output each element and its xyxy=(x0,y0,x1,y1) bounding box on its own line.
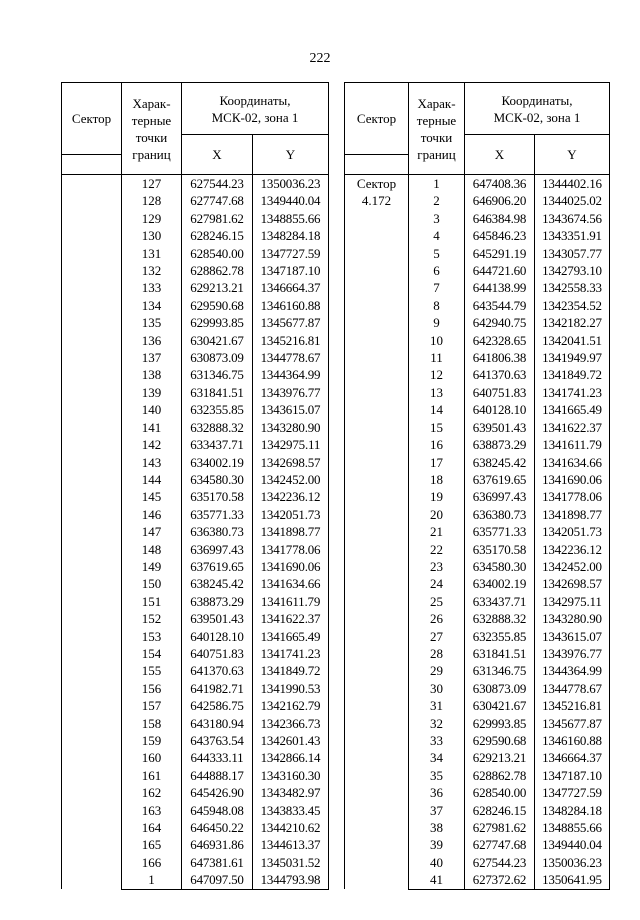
point-number-cell: 154 xyxy=(122,645,182,662)
x-coordinate-cell: 628540.00 xyxy=(182,245,253,262)
point-number-cell: 156 xyxy=(122,680,182,697)
x-coordinate-cell: 643544.79 xyxy=(465,297,535,314)
x-coordinate-cell: 630873.09 xyxy=(465,680,535,697)
point-number-cell: 140 xyxy=(122,401,182,418)
header-sector-spacer xyxy=(62,155,122,175)
point-number-cell: 39 xyxy=(409,836,465,853)
point-number-cell: 36 xyxy=(409,784,465,801)
sector-cell xyxy=(345,175,409,890)
header-sector-spacer xyxy=(345,155,409,175)
x-coordinate-cell: 638245.42 xyxy=(182,575,253,592)
y-coordinate-cell: 1342452.00 xyxy=(253,471,329,488)
y-coordinate-cell: 1347187.10 xyxy=(253,262,329,279)
y-coordinate-cell: 1341634.66 xyxy=(535,454,610,471)
x-coordinate-cell: 647097.50 xyxy=(182,871,253,889)
point-number-cell: 2 xyxy=(409,192,465,209)
x-coordinate-cell: 634002.19 xyxy=(465,575,535,592)
x-coordinate-cell: 644721.60 xyxy=(465,262,535,279)
point-number-cell: 128 xyxy=(122,192,182,209)
x-coordinate-cell: 646931.86 xyxy=(182,836,253,853)
point-number-cell: 3 xyxy=(409,210,465,227)
x-coordinate-cell: 634002.19 xyxy=(182,454,253,471)
point-number-cell: 27 xyxy=(409,628,465,645)
x-coordinate-cell: 629590.68 xyxy=(182,297,253,314)
x-coordinate-cell: 641370.63 xyxy=(182,662,253,679)
point-number-cell: 147 xyxy=(122,523,182,540)
point-number-cell: 26 xyxy=(409,610,465,627)
x-coordinate-cell: 630421.67 xyxy=(182,332,253,349)
point-number-cell: 5 xyxy=(409,245,465,262)
y-coordinate-cell: 1342236.12 xyxy=(253,488,329,505)
y-coordinate-cell: 1343976.77 xyxy=(253,384,329,401)
point-number-cell: 157 xyxy=(122,697,182,714)
y-coordinate-cell: 1342975.11 xyxy=(535,593,610,610)
x-coordinate-cell: 635170.58 xyxy=(182,488,253,505)
x-coordinate-cell: 631346.75 xyxy=(465,662,535,679)
point-number-cell: 17 xyxy=(409,454,465,471)
y-coordinate-cell: 1341634.66 xyxy=(253,575,329,592)
y-coordinate-cell: 1344025.02 xyxy=(535,192,610,209)
point-number-cell: 143 xyxy=(122,454,182,471)
point-number-cell: 22 xyxy=(409,541,465,558)
x-coordinate-cell: 630421.67 xyxy=(465,697,535,714)
point-number-cell: 1 xyxy=(409,175,465,193)
x-coordinate-cell: 629213.21 xyxy=(182,279,253,296)
y-coordinate-cell: 1343057.77 xyxy=(535,245,610,262)
x-coordinate-cell: 644138.99 xyxy=(465,279,535,296)
point-number-cell: 134 xyxy=(122,297,182,314)
x-coordinate-cell: 627981.62 xyxy=(465,819,535,836)
x-coordinate-cell: 636380.73 xyxy=(465,506,535,523)
y-coordinate-cell: 1348855.66 xyxy=(253,210,329,227)
point-number-cell: 4 xyxy=(409,227,465,244)
point-number-cell: 129 xyxy=(122,210,182,227)
y-coordinate-cell: 1343160.30 xyxy=(253,767,329,784)
y-coordinate-cell: 1341741.23 xyxy=(253,645,329,662)
header-x: X xyxy=(465,135,535,175)
y-coordinate-cell: 1341665.49 xyxy=(535,401,610,418)
point-number-cell: 135 xyxy=(122,314,182,331)
point-number-cell: 141 xyxy=(122,419,182,436)
coordinates-table-left xyxy=(61,82,329,890)
point-number-cell: 37 xyxy=(409,802,465,819)
x-coordinate-cell: 627544.23 xyxy=(182,175,253,193)
x-coordinate-cell: 628246.15 xyxy=(182,227,253,244)
x-coordinate-cell: 637619.65 xyxy=(465,471,535,488)
point-number-cell: 32 xyxy=(409,715,465,732)
point-number-cell: 152 xyxy=(122,610,182,627)
header-x: X xyxy=(182,135,253,175)
point-number-cell: 164 xyxy=(122,819,182,836)
y-coordinate-cell: 1344778.67 xyxy=(535,680,610,697)
point-number-cell: 28 xyxy=(409,645,465,662)
header-coordinates: Координаты, МСК-02, зона 1 xyxy=(465,83,610,135)
x-coordinate-cell: 646906.20 xyxy=(465,192,535,209)
point-number-cell: 33 xyxy=(409,732,465,749)
x-coordinate-cell: 647381.61 xyxy=(182,854,253,871)
y-coordinate-cell: 1341849.72 xyxy=(535,366,610,383)
point-number-cell: 10 xyxy=(409,332,465,349)
x-coordinate-cell: 642940.75 xyxy=(465,314,535,331)
x-coordinate-cell: 628862.78 xyxy=(465,767,535,784)
x-coordinate-cell: 632888.32 xyxy=(465,610,535,627)
point-number-cell: 158 xyxy=(122,715,182,732)
x-coordinate-cell: 639501.43 xyxy=(182,610,253,627)
y-coordinate-cell: 1343615.07 xyxy=(535,628,610,645)
x-coordinate-cell: 646384.98 xyxy=(465,210,535,227)
y-coordinate-cell: 1342041.51 xyxy=(535,332,610,349)
y-coordinate-cell: 1346160.88 xyxy=(253,297,329,314)
y-coordinate-cell: 1344402.16 xyxy=(535,175,610,193)
point-number-cell: 6 xyxy=(409,262,465,279)
x-coordinate-cell: 647408.36 xyxy=(465,175,535,193)
point-number-cell: 165 xyxy=(122,836,182,853)
x-coordinate-cell: 636380.73 xyxy=(182,523,253,540)
y-coordinate-cell: 1344210.62 xyxy=(253,819,329,836)
y-coordinate-cell: 1347727.59 xyxy=(253,245,329,262)
y-coordinate-cell: 1342698.57 xyxy=(253,454,329,471)
x-coordinate-cell: 629590.68 xyxy=(465,732,535,749)
x-coordinate-cell: 640128.10 xyxy=(465,401,535,418)
y-coordinate-cell: 1346664.37 xyxy=(535,749,610,766)
y-coordinate-cell: 1341622.37 xyxy=(253,610,329,627)
point-number-cell: 29 xyxy=(409,662,465,679)
point-number-cell: 159 xyxy=(122,732,182,749)
point-number-cell: 25 xyxy=(409,593,465,610)
x-coordinate-cell: 636997.43 xyxy=(182,541,253,558)
y-coordinate-cell: 1341898.77 xyxy=(535,506,610,523)
x-coordinate-cell: 636997.43 xyxy=(465,488,535,505)
y-coordinate-cell: 1342975.11 xyxy=(253,436,329,453)
y-coordinate-cell: 1341741.23 xyxy=(535,384,610,401)
point-number-cell: 130 xyxy=(122,227,182,244)
x-coordinate-cell: 634580.30 xyxy=(182,471,253,488)
y-coordinate-cell: 1342601.43 xyxy=(253,732,329,749)
header-sector: Сектор xyxy=(345,83,409,155)
y-coordinate-cell: 1342182.27 xyxy=(535,314,610,331)
y-coordinate-cell: 1342558.33 xyxy=(535,279,610,296)
x-coordinate-cell: 643763.54 xyxy=(182,732,253,749)
point-number-cell: 16 xyxy=(409,436,465,453)
y-coordinate-cell: 1343833.45 xyxy=(253,802,329,819)
point-number-cell: 35 xyxy=(409,767,465,784)
header-boundary-points: Харак- терные точки границ xyxy=(122,83,182,175)
x-coordinate-cell: 627981.62 xyxy=(182,210,253,227)
y-coordinate-cell: 1341849.72 xyxy=(253,662,329,679)
x-coordinate-cell: 629993.85 xyxy=(182,314,253,331)
y-coordinate-cell: 1342366.73 xyxy=(253,715,329,732)
header-coordinates: Координаты, МСК-02, зона 1 xyxy=(182,83,329,135)
header-sector: Сектор xyxy=(62,83,122,155)
y-coordinate-cell: 1342236.12 xyxy=(535,541,610,558)
y-coordinate-cell: 1345031.52 xyxy=(253,854,329,871)
x-coordinate-cell: 645291.19 xyxy=(465,245,535,262)
point-number-cell: 136 xyxy=(122,332,182,349)
x-coordinate-cell: 634580.30 xyxy=(465,558,535,575)
x-coordinate-cell: 646450.22 xyxy=(182,819,253,836)
y-coordinate-cell: 1344364.99 xyxy=(535,662,610,679)
header-boundary-points: Харак- терные точки границ xyxy=(409,83,465,175)
y-coordinate-cell: 1349440.04 xyxy=(535,836,610,853)
point-number-cell: 149 xyxy=(122,558,182,575)
x-coordinate-cell: 631841.51 xyxy=(465,645,535,662)
point-number-cell: 150 xyxy=(122,575,182,592)
y-coordinate-cell: 1341990.53 xyxy=(253,680,329,697)
y-coordinate-cell: 1341665.49 xyxy=(253,628,329,645)
point-number-cell: 139 xyxy=(122,384,182,401)
x-coordinate-cell: 633437.71 xyxy=(182,436,253,453)
y-coordinate-cell: 1348284.18 xyxy=(253,227,329,244)
point-number-cell: 13 xyxy=(409,384,465,401)
point-number-cell: 132 xyxy=(122,262,182,279)
header-y: Y xyxy=(253,135,329,175)
y-coordinate-cell: 1343976.77 xyxy=(535,645,610,662)
point-number-cell: 9 xyxy=(409,314,465,331)
point-number-cell: 162 xyxy=(122,784,182,801)
x-coordinate-cell: 628246.15 xyxy=(465,802,535,819)
y-coordinate-cell: 1349440.04 xyxy=(253,192,329,209)
point-number-cell: 40 xyxy=(409,854,465,871)
x-coordinate-cell: 631841.51 xyxy=(182,384,253,401)
x-coordinate-cell: 641982.71 xyxy=(182,680,253,697)
point-number-cell: 30 xyxy=(409,680,465,697)
point-number-cell: 23 xyxy=(409,558,465,575)
x-coordinate-cell: 641370.63 xyxy=(465,366,535,383)
point-number-cell: 38 xyxy=(409,819,465,836)
x-coordinate-cell: 627747.68 xyxy=(182,192,253,209)
x-coordinate-cell: 644333.11 xyxy=(182,749,253,766)
y-coordinate-cell: 1342452.00 xyxy=(535,558,610,575)
x-coordinate-cell: 627747.68 xyxy=(465,836,535,853)
y-coordinate-cell: 1343280.90 xyxy=(253,419,329,436)
x-coordinate-cell: 633437.71 xyxy=(465,593,535,610)
x-coordinate-cell: 638873.29 xyxy=(465,436,535,453)
x-coordinate-cell: 643180.94 xyxy=(182,715,253,732)
page-number: 222 xyxy=(309,51,331,66)
y-coordinate-cell: 1343482.97 xyxy=(253,784,329,801)
x-coordinate-cell: 631346.75 xyxy=(182,366,253,383)
y-coordinate-cell: 1342698.57 xyxy=(535,575,610,592)
point-number-cell: 15 xyxy=(409,419,465,436)
point-number-cell: 12 xyxy=(409,366,465,383)
x-coordinate-cell: 628540.00 xyxy=(465,784,535,801)
x-coordinate-cell: 640128.10 xyxy=(182,628,253,645)
point-number-cell: 160 xyxy=(122,749,182,766)
x-coordinate-cell: 628862.78 xyxy=(182,262,253,279)
table-row xyxy=(62,175,329,193)
y-coordinate-cell: 1341690.06 xyxy=(253,558,329,575)
point-number-cell: 21 xyxy=(409,523,465,540)
y-coordinate-cell: 1345216.81 xyxy=(253,332,329,349)
point-number-cell: 163 xyxy=(122,802,182,819)
y-coordinate-cell: 1343351.91 xyxy=(535,227,610,244)
y-coordinate-cell: 1343674.56 xyxy=(535,210,610,227)
point-number-cell: 144 xyxy=(122,471,182,488)
y-coordinate-cell: 1345677.87 xyxy=(253,314,329,331)
x-coordinate-cell: 629213.21 xyxy=(465,749,535,766)
y-coordinate-cell: 1347727.59 xyxy=(535,784,610,801)
point-number-cell: 145 xyxy=(122,488,182,505)
point-number-cell: 14 xyxy=(409,401,465,418)
y-coordinate-cell: 1343615.07 xyxy=(253,401,329,418)
point-number-cell: 8 xyxy=(409,297,465,314)
point-number-cell: 131 xyxy=(122,245,182,262)
y-coordinate-cell: 1345216.81 xyxy=(535,697,610,714)
x-coordinate-cell: 645846.23 xyxy=(465,227,535,244)
x-coordinate-cell: 635771.33 xyxy=(465,523,535,540)
y-coordinate-cell: 1344613.37 xyxy=(253,836,329,853)
y-coordinate-cell: 1342051.73 xyxy=(535,523,610,540)
y-coordinate-cell: 1350641.95 xyxy=(535,871,610,889)
point-number-cell: 11 xyxy=(409,349,465,366)
point-number-cell: 161 xyxy=(122,767,182,784)
x-coordinate-cell: 635771.33 xyxy=(182,506,253,523)
header-y: Y xyxy=(535,135,610,175)
y-coordinate-cell: 1348284.18 xyxy=(535,802,610,819)
x-coordinate-cell: 644888.17 xyxy=(182,767,253,784)
x-coordinate-cell: 640751.83 xyxy=(465,384,535,401)
point-number-cell: 24 xyxy=(409,575,465,592)
y-coordinate-cell: 1346664.37 xyxy=(253,279,329,296)
y-coordinate-cell: 1342162.79 xyxy=(253,697,329,714)
point-number-cell: 137 xyxy=(122,349,182,366)
y-coordinate-cell: 1341622.37 xyxy=(535,419,610,436)
table-row xyxy=(345,175,610,193)
x-coordinate-cell: 627372.62 xyxy=(465,871,535,889)
point-number-cell: 133 xyxy=(122,279,182,296)
point-number-cell: 34 xyxy=(409,749,465,766)
point-number-cell: 151 xyxy=(122,593,182,610)
y-coordinate-cell: 1344793.98 xyxy=(253,871,329,889)
sector-cell xyxy=(62,175,122,890)
x-coordinate-cell: 638245.42 xyxy=(465,454,535,471)
point-number-cell: 20 xyxy=(409,506,465,523)
x-coordinate-cell: 640751.83 xyxy=(182,645,253,662)
sector-label: Сектор xyxy=(356,176,397,191)
x-coordinate-cell: 645426.90 xyxy=(182,784,253,801)
x-coordinate-cell: 635170.58 xyxy=(465,541,535,558)
x-coordinate-cell: 641806.38 xyxy=(465,349,535,366)
point-number-cell: 41 xyxy=(409,871,465,889)
y-coordinate-cell: 1342051.73 xyxy=(253,506,329,523)
x-coordinate-cell: 639501.43 xyxy=(465,419,535,436)
point-number-cell: 19 xyxy=(409,488,465,505)
point-number-cell: 146 xyxy=(122,506,182,523)
y-coordinate-cell: 1341611.79 xyxy=(535,436,610,453)
y-coordinate-cell: 1342354.52 xyxy=(535,297,610,314)
y-coordinate-cell: 1344778.67 xyxy=(253,349,329,366)
y-coordinate-cell: 1341949.97 xyxy=(535,349,610,366)
point-number-cell: 166 xyxy=(122,854,182,871)
x-coordinate-cell: 642328.65 xyxy=(465,332,535,349)
x-coordinate-cell: 632355.85 xyxy=(182,401,253,418)
x-coordinate-cell: 627544.23 xyxy=(465,854,535,871)
point-number-cell: 138 xyxy=(122,366,182,383)
y-coordinate-cell: 1342866.14 xyxy=(253,749,329,766)
y-coordinate-cell: 1346160.88 xyxy=(535,732,610,749)
point-number-cell: 148 xyxy=(122,541,182,558)
x-coordinate-cell: 637619.65 xyxy=(182,558,253,575)
y-coordinate-cell: 1341778.06 xyxy=(535,488,610,505)
coordinates-table-right xyxy=(344,82,610,890)
point-number-cell: 1 xyxy=(122,871,182,889)
x-coordinate-cell: 632888.32 xyxy=(182,419,253,436)
y-coordinate-cell: 1343280.90 xyxy=(535,610,610,627)
y-coordinate-cell: 1347187.10 xyxy=(535,767,610,784)
x-coordinate-cell: 645948.08 xyxy=(182,802,253,819)
y-coordinate-cell: 1341898.77 xyxy=(253,523,329,540)
point-number-cell: 155 xyxy=(122,662,182,679)
x-coordinate-cell: 638873.29 xyxy=(182,593,253,610)
y-coordinate-cell: 1341611.79 xyxy=(253,593,329,610)
x-coordinate-cell: 642586.75 xyxy=(182,697,253,714)
y-coordinate-cell: 1341778.06 xyxy=(253,541,329,558)
point-number-cell: 127 xyxy=(122,175,182,193)
x-coordinate-cell: 629993.85 xyxy=(465,715,535,732)
y-coordinate-cell: 1341690.06 xyxy=(535,471,610,488)
y-coordinate-cell: 1348855.66 xyxy=(535,819,610,836)
y-coordinate-cell: 1350036.23 xyxy=(253,175,329,193)
y-coordinate-cell: 1344364.99 xyxy=(253,366,329,383)
x-coordinate-cell: 630873.09 xyxy=(182,349,253,366)
y-coordinate-cell: 1345677.87 xyxy=(535,715,610,732)
point-number-cell: 142 xyxy=(122,436,182,453)
point-number-cell: 18 xyxy=(409,471,465,488)
point-number-cell: 7 xyxy=(409,279,465,296)
point-number-cell: 153 xyxy=(122,628,182,645)
sector-label: 4.172 xyxy=(361,193,392,209)
y-coordinate-cell: 1342793.10 xyxy=(535,262,610,279)
x-coordinate-cell: 632355.85 xyxy=(465,628,535,645)
point-number-cell: 31 xyxy=(409,697,465,714)
y-coordinate-cell: 1350036.23 xyxy=(535,854,610,871)
